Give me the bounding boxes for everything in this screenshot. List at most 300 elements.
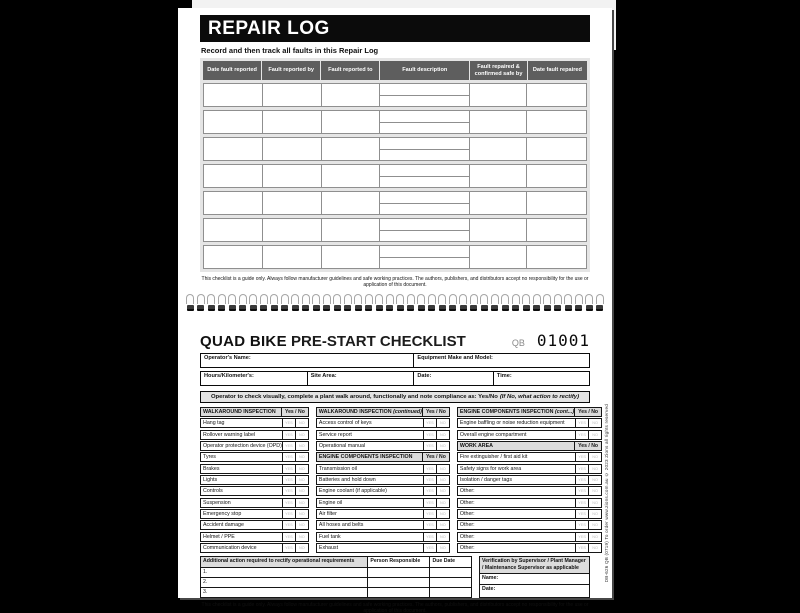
binding-coil <box>333 294 341 311</box>
repair-entry-cell[interactable] <box>322 138 381 160</box>
coil-hole-icon <box>355 305 362 311</box>
no-cell[interactable]: NO <box>436 476 449 484</box>
yes-cell[interactable]: YES <box>282 431 295 439</box>
coil-hole-icon <box>334 305 341 311</box>
repair-log-row <box>203 218 587 242</box>
yes-cell[interactable]: YES <box>575 453 588 461</box>
action-number-cell[interactable]: 3. <box>201 588 368 597</box>
coil-hole-icon <box>271 305 278 311</box>
checklist-item-label: Rollover warning label <box>203 431 256 438</box>
binding-coil <box>239 294 247 311</box>
coil-hole-icon <box>344 305 351 311</box>
coil-wire-icon <box>197 294 205 304</box>
coil-hole-icon <box>418 305 425 311</box>
repair-entry-cell[interactable] <box>527 111 586 133</box>
coil-hole-icon <box>481 305 488 311</box>
yes-cell[interactable]: YES <box>575 510 588 518</box>
no-cell[interactable]: NO <box>588 544 601 552</box>
info-field[interactable]: Date: <box>414 372 494 385</box>
checklist-item-label: Overall engine compartment <box>459 431 527 438</box>
coil-hole-icon <box>449 305 456 311</box>
yes-cell[interactable]: YES <box>575 419 588 427</box>
yes-cell[interactable]: YES <box>575 476 588 484</box>
checklist-row <box>200 452 309 462</box>
yes-cell[interactable]: YES <box>282 419 295 427</box>
fault-description-line[interactable] <box>380 165 468 177</box>
person-responsible-cell[interactable] <box>368 578 430 587</box>
binding-coil <box>480 294 488 311</box>
info-field[interactable]: Operator's Name: <box>201 354 414 367</box>
binding-coil <box>459 294 467 311</box>
repair-entry-cell[interactable] <box>263 138 322 160</box>
coil-hole-icon <box>229 305 236 311</box>
coil-wire-icon <box>323 294 331 304</box>
checklist-item-label: Batteries and hold down <box>318 477 376 484</box>
no-cell[interactable]: NO <box>588 431 601 439</box>
checklist-title-row <box>200 330 590 350</box>
repair-entry-cell[interactable] <box>470 192 527 214</box>
no-cell[interactable]: NO <box>588 453 601 461</box>
checklist-row <box>316 543 450 553</box>
coil-wire-icon <box>428 294 436 304</box>
checklist-item-label: Controls <box>203 488 223 495</box>
checklist-item-label: Lights <box>203 477 218 484</box>
repair-entry-cell[interactable] <box>470 219 527 241</box>
repair-entry-cell[interactable] <box>204 246 263 268</box>
fault-description-line[interactable] <box>380 138 468 150</box>
coil-wire-icon <box>207 294 215 304</box>
no-cell[interactable]: NO <box>295 465 308 473</box>
repair-entry-cell[interactable] <box>470 246 527 268</box>
coil-wire-icon <box>564 294 572 304</box>
coil-wire-icon <box>249 294 257 304</box>
yes-cell[interactable]: YES <box>282 476 295 484</box>
coil-wire-icon <box>291 294 299 304</box>
person-responsible-cell[interactable] <box>368 568 430 577</box>
no-cell[interactable]: NO <box>588 487 601 495</box>
fault-description-line[interactable] <box>380 84 468 96</box>
checklist-row <box>457 486 602 496</box>
coil-wire-icon <box>375 294 383 304</box>
repair-log-header-row <box>203 61 587 80</box>
binding-coil <box>249 294 257 311</box>
verification-header: Verification by Supervisor / Plant Manager / Maintenance Supervisor as applicable <box>480 557 589 573</box>
repair-entry-cell[interactable] <box>527 246 586 268</box>
operator-info-row <box>200 353 590 368</box>
coil-hole-icon <box>313 305 320 311</box>
coil-hole-icon <box>428 305 435 311</box>
coil-hole-icon <box>260 305 267 311</box>
coil-hole-icon <box>376 305 383 311</box>
fault-description-line[interactable] <box>380 111 468 123</box>
checklist-row <box>316 418 450 428</box>
no-cell[interactable]: NO <box>295 499 308 507</box>
no-cell[interactable]: NO <box>295 453 308 461</box>
coil-wire-icon <box>281 294 289 304</box>
yes-no-header: Yes / No <box>422 408 449 416</box>
yes-no-header: Yes / No <box>281 408 308 416</box>
yes-cell[interactable]: YES <box>423 442 436 450</box>
repair-entry-cell[interactable] <box>204 192 263 214</box>
no-cell[interactable]: NO <box>436 487 449 495</box>
repair-col-header: Fault reported to <box>321 61 380 80</box>
binding-coil <box>396 294 404 311</box>
additional-action-row <box>201 567 471 577</box>
no-cell[interactable]: NO <box>295 510 308 518</box>
no-cell[interactable]: NO <box>436 499 449 507</box>
repair-entry-cell[interactable] <box>322 165 381 187</box>
checklist-row <box>200 441 309 451</box>
person-responsible-cell[interactable] <box>368 588 430 597</box>
checklist-item-label: Other: <box>459 488 475 495</box>
fault-description-cell[interactable] <box>380 84 469 106</box>
yes-cell[interactable]: YES <box>282 499 295 507</box>
fault-description-cell[interactable] <box>380 246 469 268</box>
coil-wire-icon <box>260 294 268 304</box>
coil-hole-icon <box>586 305 593 311</box>
coil-hole-icon <box>544 305 551 311</box>
section-header-label: WORK AREA <box>459 443 493 450</box>
yes-cell[interactable]: YES <box>575 487 588 495</box>
yes-cell[interactable]: YES <box>282 465 295 473</box>
checklist-row <box>316 498 450 508</box>
yes-cell[interactable]: YES <box>575 521 588 529</box>
checklist-row <box>200 464 309 474</box>
yes-cell[interactable]: YES <box>282 521 295 529</box>
repair-entry-cell[interactable] <box>204 219 263 241</box>
repair-col-header: Date fault repaired <box>528 61 587 80</box>
checklist-section-header <box>457 407 602 417</box>
yes-cell[interactable]: YES <box>575 431 588 439</box>
binding-coil <box>218 294 226 311</box>
no-cell[interactable]: NO <box>588 533 601 541</box>
repair-entry-cell[interactable] <box>322 192 381 214</box>
action-number-cell[interactable]: 2. <box>201 578 368 587</box>
fault-description-line[interactable] <box>380 192 468 204</box>
yes-cell[interactable]: YES <box>575 465 588 473</box>
fault-description-cell[interactable] <box>380 138 469 160</box>
repair-entry-cell[interactable] <box>263 165 322 187</box>
no-cell[interactable]: NO <box>436 465 449 473</box>
prestart-checklist-page <box>178 321 612 613</box>
no-cell[interactable]: NO <box>588 465 601 473</box>
checklist-item-label: Access control of keys <box>318 420 372 427</box>
coil-hole-icon <box>502 305 509 311</box>
coil-wire-icon <box>365 294 373 304</box>
binding-coil <box>491 294 499 311</box>
repair-entry-cell[interactable] <box>263 84 322 106</box>
binding-coil <box>449 294 457 311</box>
coil-wire-icon <box>228 294 236 304</box>
repair-log-subtitle: Record and then track all faults in this Repair Log <box>201 46 379 55</box>
binding-coil <box>207 294 215 311</box>
repair-entry-cell[interactable] <box>527 219 586 241</box>
repair-entry-cell[interactable] <box>470 165 527 187</box>
yes-cell[interactable]: YES <box>282 453 295 461</box>
repair-col-header: Date fault reported <box>203 61 262 80</box>
checklist-row <box>200 418 309 428</box>
no-cell[interactable]: NO <box>295 431 308 439</box>
repair-entry-cell[interactable] <box>263 219 322 241</box>
no-cell[interactable]: NO <box>295 442 308 450</box>
coil-wire-icon <box>386 294 394 304</box>
due-date-cell[interactable] <box>430 568 471 577</box>
checklist-item-label: Brakes <box>203 465 220 472</box>
binding-coil <box>428 294 436 311</box>
coil-wire-icon <box>512 294 520 304</box>
yes-cell[interactable]: YES <box>575 544 588 552</box>
checklist-item-label: Fire extinguisher / first aid kit <box>459 454 528 461</box>
checklist-columns <box>200 407 598 554</box>
repair-entry-cell[interactable] <box>204 138 263 160</box>
repair-entry-cell[interactable] <box>263 111 322 133</box>
fault-description-line[interactable] <box>380 246 468 258</box>
no-cell[interactable]: NO <box>588 419 601 427</box>
yes-cell[interactable]: YES <box>423 499 436 507</box>
yes-cell[interactable]: YES <box>423 419 436 427</box>
no-cell[interactable]: NO <box>295 521 308 529</box>
yes-cell[interactable]: YES <box>282 533 295 541</box>
coil-wire-icon <box>459 294 467 304</box>
info-field[interactable]: Hours/Kilometer's: <box>201 372 308 385</box>
no-cell[interactable]: NO <box>588 521 601 529</box>
repair-entry-cell[interactable] <box>527 138 586 160</box>
fault-description-cell[interactable] <box>380 219 469 241</box>
info-field[interactable]: Equipment Make and Model: <box>417 355 493 361</box>
repair-entry-cell[interactable] <box>527 165 586 187</box>
coil-hole-icon <box>554 305 561 311</box>
coil-wire-icon <box>596 294 604 304</box>
coil-wire-icon <box>407 294 415 304</box>
additional-action-header-row <box>201 557 471 567</box>
no-cell[interactable]: NO <box>436 533 449 541</box>
checklist-row <box>316 509 450 519</box>
coil-wire-icon <box>522 294 530 304</box>
action-number-cell[interactable]: 1. <box>201 568 368 577</box>
repair-entry-cell[interactable] <box>322 246 381 268</box>
coil-wire-icon <box>449 294 457 304</box>
coil-hole-icon <box>533 305 540 311</box>
no-cell[interactable]: NO <box>588 510 601 518</box>
no-cell[interactable]: NO <box>436 442 449 450</box>
yes-cell[interactable]: YES <box>423 521 436 529</box>
fault-description-cell[interactable] <box>380 111 469 133</box>
yes-cell[interactable]: YES <box>282 442 295 450</box>
section-header-label: ENGINE COMPONENTS INSPECTION <box>318 454 413 461</box>
checklist-item-label: Fuel tank <box>318 533 341 540</box>
repair-entry-cell[interactable] <box>204 84 263 106</box>
instruction-text: Operator to check visually, complete a plant walk around, functionally and note compliance as: Yes/No <box>210 394 498 400</box>
fault-description-line[interactable] <box>380 204 468 215</box>
fault-description-line[interactable] <box>380 231 468 242</box>
repair-entry-cell[interactable] <box>470 111 527 133</box>
checklist-row <box>457 520 602 530</box>
checklist-item-label: Transmission oil <box>318 465 357 472</box>
no-cell[interactable]: NO <box>436 544 449 552</box>
fault-description-line[interactable] <box>380 96 468 107</box>
repair-entry-cell[interactable] <box>263 246 322 268</box>
checklist-row <box>316 464 450 474</box>
checklist-section-header <box>316 407 450 417</box>
coil-hole-icon <box>491 305 498 311</box>
section-header-italic: (cont...) <box>554 409 575 415</box>
binding-coil <box>407 294 415 311</box>
coil-hole-icon <box>397 305 404 311</box>
coil-hole-icon <box>439 305 446 311</box>
instruction-italic-text: (If No, what action to rectify) <box>499 394 580 400</box>
checklist-section-header <box>457 441 602 451</box>
checklist-row <box>316 441 450 451</box>
verification-box <box>479 556 590 598</box>
fault-description-line[interactable] <box>380 258 468 269</box>
checklist-row <box>457 430 602 440</box>
operator-instruction-bar <box>200 391 590 403</box>
checklist-row <box>316 520 450 530</box>
due-date-cell[interactable] <box>430 588 471 597</box>
no-cell[interactable]: NO <box>295 544 308 552</box>
checklist-row <box>200 430 309 440</box>
fault-description-cell[interactable] <box>380 165 469 187</box>
section-header-label: WALKAROUND INSPECTION (continued) <box>318 409 422 415</box>
spiral-binding <box>178 293 612 321</box>
coil-wire-icon <box>501 294 509 304</box>
checklist-row <box>200 532 309 542</box>
no-cell[interactable]: NO <box>436 521 449 529</box>
yes-cell[interactable]: YES <box>575 499 588 507</box>
no-cell[interactable]: NO <box>436 510 449 518</box>
serial-number-block <box>512 331 590 350</box>
section-header-label: ENGINE COMPONENTS INSPECTION (cont...) <box>459 409 575 415</box>
checklist-book-sheet <box>178 8 612 613</box>
coil-hole-icon <box>386 305 393 311</box>
no-cell[interactable]: NO <box>295 476 308 484</box>
no-cell[interactable]: NO <box>436 431 449 439</box>
coil-hole-icon <box>575 305 582 311</box>
info-field[interactable]: Site Area: <box>308 372 415 385</box>
no-cell[interactable]: NO <box>295 419 308 427</box>
yes-cell[interactable]: YES <box>423 431 436 439</box>
checklist-row <box>200 486 309 496</box>
binding-coil <box>228 294 236 311</box>
coil-wire-icon <box>333 294 341 304</box>
checklist-item-label: Helmet / PPE <box>203 533 235 540</box>
repair-entry-cell[interactable] <box>470 138 527 160</box>
coil-wire-icon <box>543 294 551 304</box>
binding-coil <box>186 294 194 311</box>
yes-cell[interactable]: YES <box>282 510 295 518</box>
yes-cell[interactable]: YES <box>423 544 436 552</box>
binding-coil <box>470 294 478 311</box>
checklist-column <box>457 407 602 554</box>
checklist-item-label: All hoses and belts <box>318 522 364 529</box>
repair-entry-cell[interactable] <box>527 192 586 214</box>
verification-field[interactable]: Name: <box>480 573 589 584</box>
additional-action-row <box>201 587 471 597</box>
checklist-row <box>457 475 602 485</box>
yes-cell[interactable]: YES <box>423 476 436 484</box>
coil-hole-icon <box>565 305 572 311</box>
fault-description-cell[interactable] <box>380 192 469 214</box>
checklist-row <box>316 475 450 485</box>
coil-hole-icon <box>208 305 215 311</box>
yes-cell[interactable]: YES <box>423 465 436 473</box>
checklist-item-label: Engine baffling or noise reduction equipment <box>459 420 565 427</box>
repair-entry-cell[interactable] <box>470 84 527 106</box>
checklist-item-label: Tyres <box>203 454 216 461</box>
info-field[interactable]: Time: <box>496 373 512 379</box>
due-date-header: Due Date <box>432 558 455 565</box>
repair-col-header: Fault repaired & confirmed safe by <box>470 61 528 80</box>
fault-description-line[interactable] <box>380 123 468 134</box>
binding-coil <box>344 294 352 311</box>
yes-cell[interactable]: YES <box>423 533 436 541</box>
repair-entry-cell[interactable] <box>204 111 263 133</box>
coil-hole-icon <box>281 305 288 311</box>
site-info-row <box>200 371 590 386</box>
repair-entry-cell[interactable] <box>322 219 381 241</box>
checklist-row <box>200 520 309 530</box>
yes-cell[interactable]: YES <box>282 544 295 552</box>
verification-field[interactable]: Date: <box>480 584 589 595</box>
repair-entry-cell[interactable] <box>263 192 322 214</box>
no-cell[interactable]: NO <box>436 419 449 427</box>
checklist-row <box>316 486 450 496</box>
coil-hole-icon <box>292 305 299 311</box>
checklist-row <box>316 532 450 542</box>
fault-description-line[interactable] <box>380 219 468 231</box>
binding-coil <box>270 294 278 311</box>
no-cell[interactable]: NO <box>588 499 601 507</box>
no-cell[interactable]: NO <box>588 476 601 484</box>
yes-cell[interactable]: YES <box>423 487 436 495</box>
repair-entry-cell[interactable] <box>204 165 263 187</box>
repair-entry-cell[interactable] <box>527 84 586 106</box>
yes-cell[interactable]: YES <box>423 510 436 518</box>
due-date-cell[interactable] <box>430 578 471 587</box>
coil-hole-icon <box>470 305 477 311</box>
no-cell[interactable]: NO <box>295 487 308 495</box>
repair-entry-cell[interactable] <box>322 84 381 106</box>
yes-cell[interactable]: YES <box>282 487 295 495</box>
checklist-item-label: Operator protection device (OPD) <box>203 443 282 450</box>
checklist-item-label: Suspension <box>203 499 231 506</box>
binding-coil <box>386 294 394 311</box>
binding-coil <box>554 294 562 311</box>
coil-wire-icon <box>302 294 310 304</box>
coil-wire-icon <box>491 294 499 304</box>
repair-col-header: Fault description <box>380 61 470 80</box>
coil-wire-icon <box>554 294 562 304</box>
repair-log-row <box>203 83 587 107</box>
additional-action-header: Additional action required to rectify operational requirements <box>201 557 368 567</box>
yes-cell[interactable]: YES <box>575 533 588 541</box>
checklist-title <box>200 333 466 350</box>
coil-hole-icon <box>250 305 257 311</box>
repair-log-title-bar <box>200 15 590 42</box>
fault-description-line[interactable] <box>380 150 468 161</box>
repair-entry-cell[interactable] <box>322 111 381 133</box>
coil-wire-icon <box>354 294 362 304</box>
coil-hole-icon <box>365 305 372 311</box>
checklist-row <box>316 430 450 440</box>
coil-wire-icon <box>438 294 446 304</box>
fault-description-line[interactable] <box>380 177 468 188</box>
no-cell[interactable]: NO <box>295 533 308 541</box>
binding-coil <box>543 294 551 311</box>
yes-no-header: Yes / No <box>574 408 601 416</box>
binding-coil <box>375 294 383 311</box>
coil-wire-icon <box>480 294 488 304</box>
